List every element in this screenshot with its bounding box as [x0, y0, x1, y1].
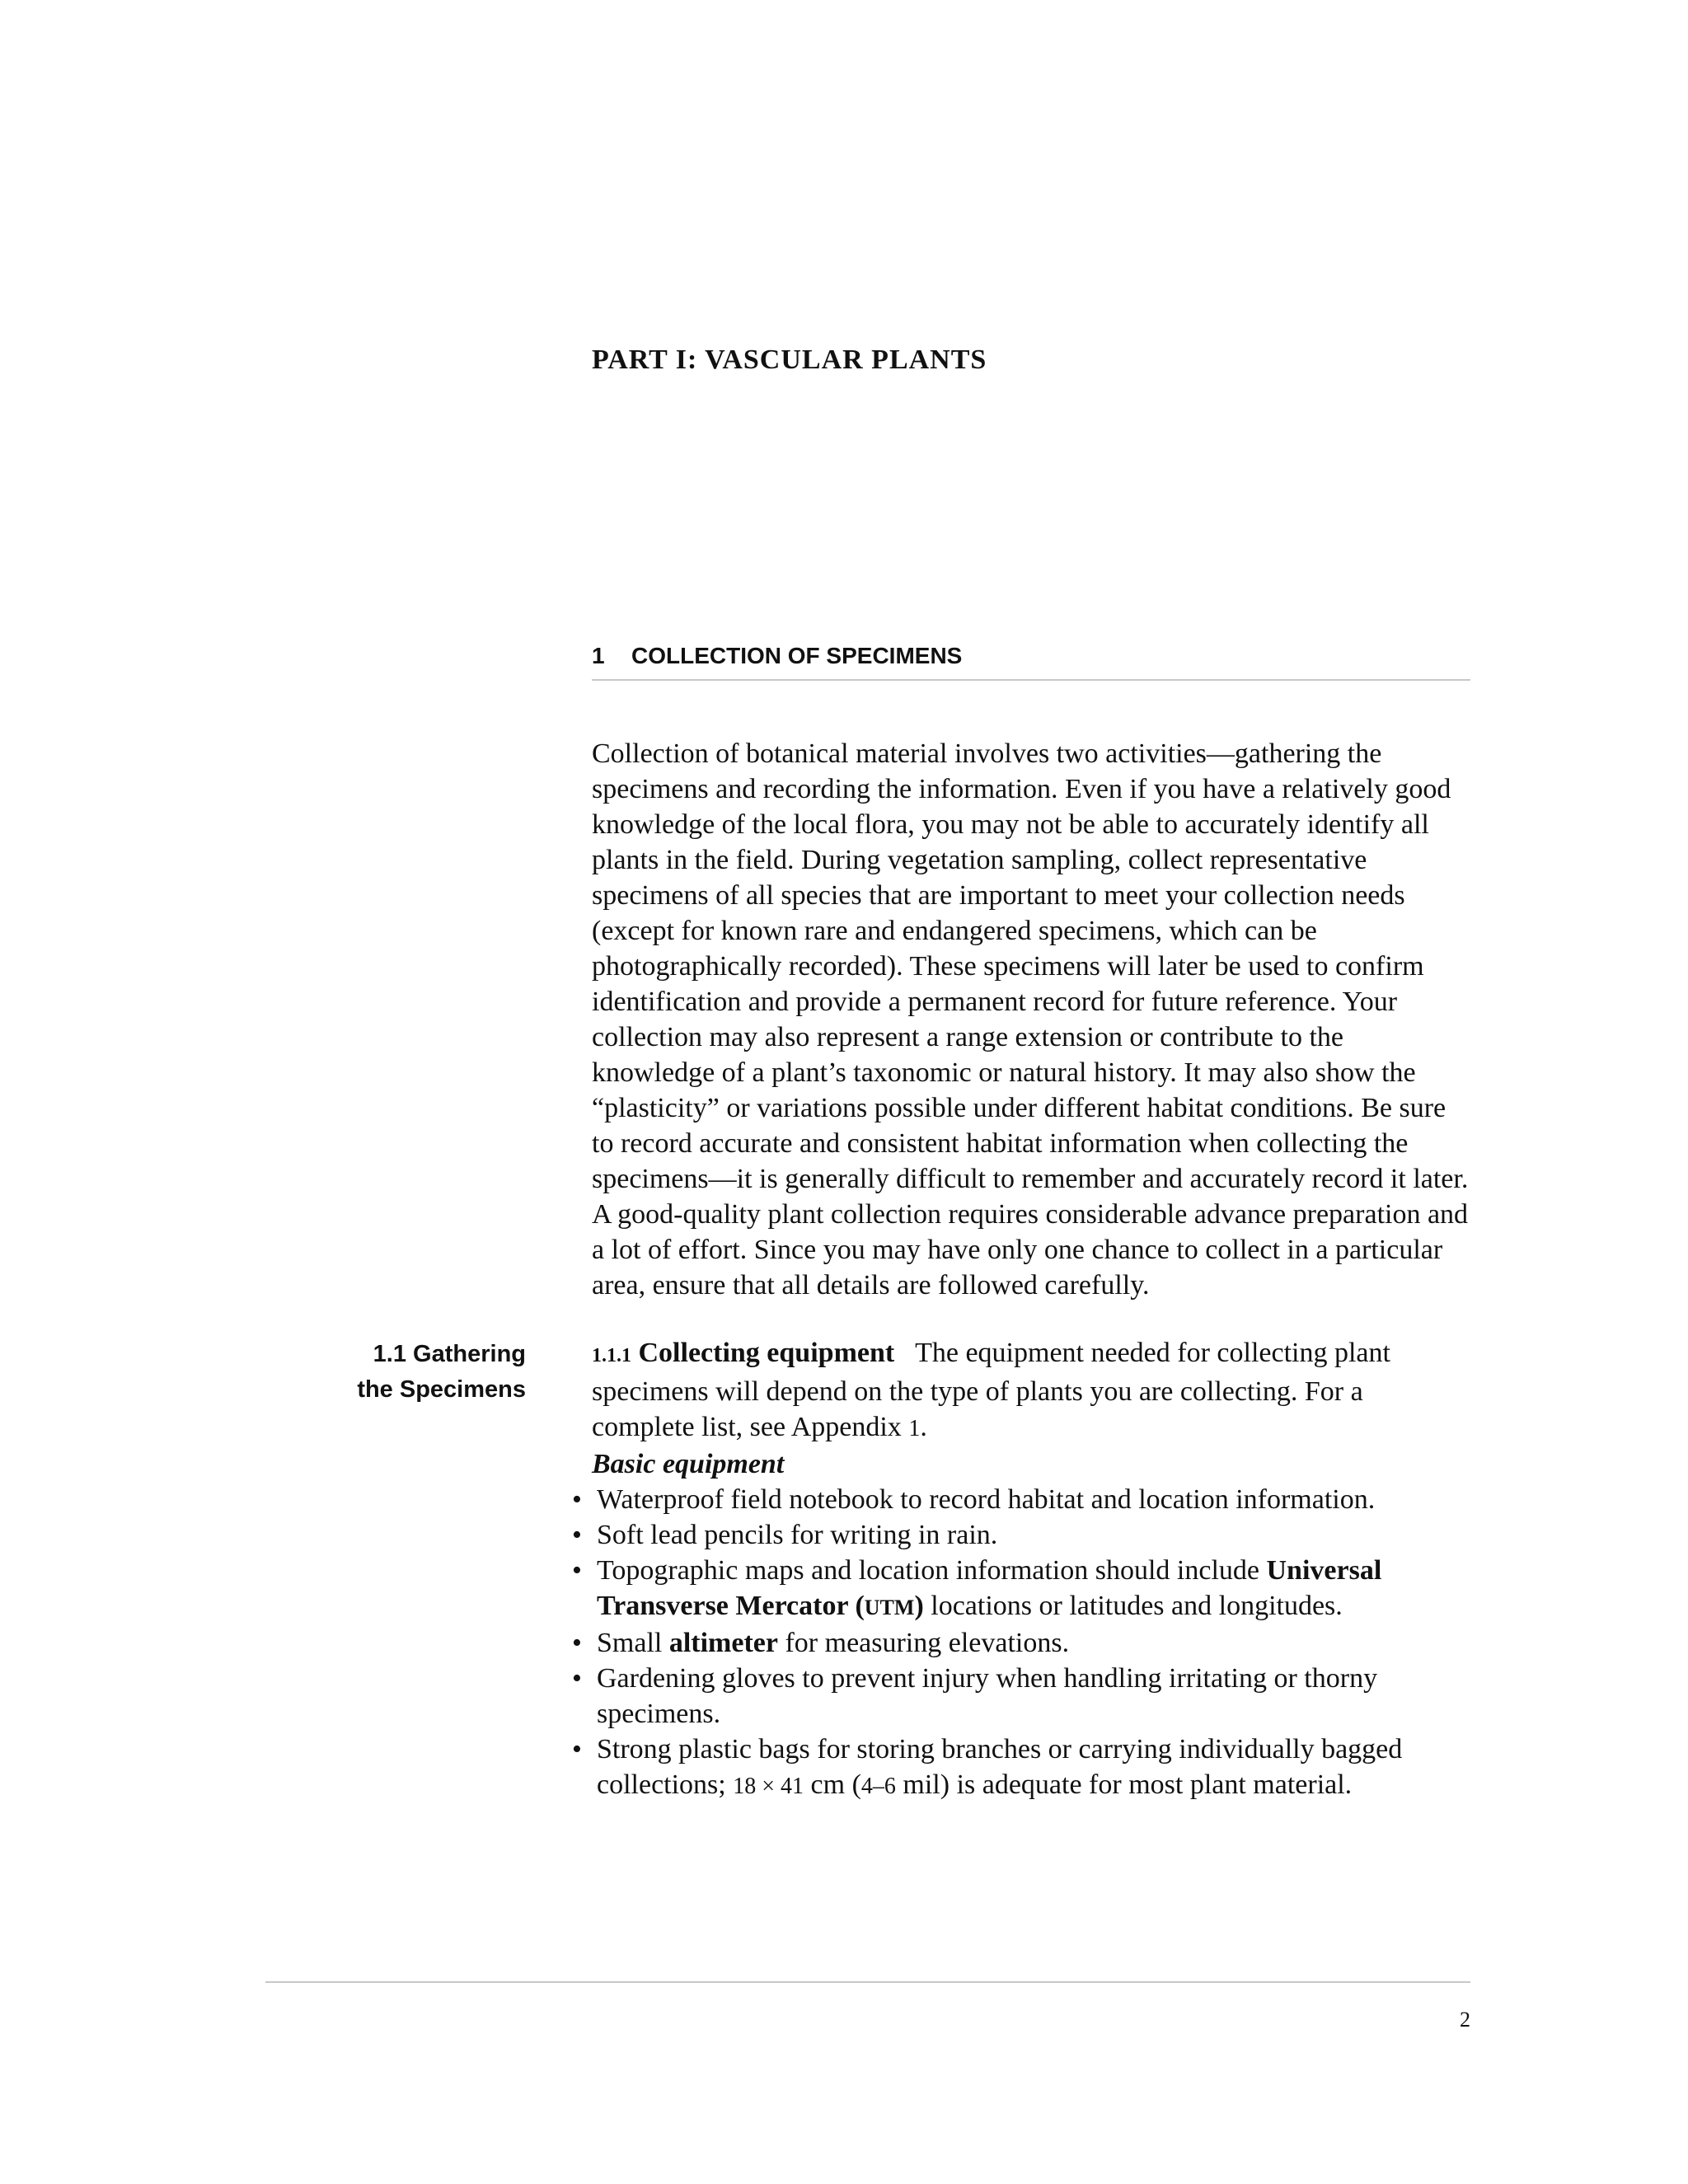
list-item [592, 1553, 1472, 1625]
chapter-number: 1 [592, 643, 605, 668]
footer-divider [265, 1981, 1470, 1983]
side-heading-line2: the Specimens [357, 1376, 526, 1403]
list-item [592, 1625, 1472, 1661]
list-item-text: cm ( [810, 1769, 861, 1800]
subsection-title: Collecting equipment [638, 1338, 895, 1368]
intro-paragraph: Collection of botanical material involves two activities—gathering the specimens and recording the information. Even if you have a relatively good knowledge of the local flora, you may not be able to accurately identify all plants in the field. During vegetation sampling, collect representative specimens of all species that are important to meet your collection needs (except for known rare and endangered specimens, which can be photographically recorded). These specimens will later be used to confirm identification and provide a permanent record for future reference. Your collection may also represent a range extension or contribute to the knowledge of a plant’s taxonomic or natural history. It may also show the “plasticity” or variations possible under different habitat conditions. Be sure to record accurate and consistent habitat information when collecting the specimens—it is generally difficult to remember and accurately record it later. A good-quality plant collection requires considerable advance preparation and a lot of effort. Since you may have only one chance to collect in a particular area, ensure that all details are followed carefully. [592, 738, 1469, 1301]
appendix-number: 1 [908, 1416, 921, 1441]
list-item-text: Soft lead pencils for writing in rain. [597, 1520, 998, 1550]
subsection-body-end: . [920, 1412, 927, 1442]
basic-equipment-label: Basic equipment [592, 1449, 785, 1479]
list-item-text: for measuring elevations. [785, 1628, 1070, 1658]
list-item-text: Topographic maps and location information should include [597, 1555, 1259, 1586]
side-heading-line1: 1.1 Gathering [373, 1341, 526, 1367]
chapter-title: COLLECTION OF SPECIMENS [631, 643, 963, 668]
list-item-text: Gardening gloves to prevent injury when handling irritating or thorny specimens. [597, 1663, 1378, 1729]
side-heading [313, 1337, 526, 1408]
utm-term: Universal Transverse Mercator ( [597, 1555, 1382, 1621]
list-item-text: Strong plastic bags for storing branches or carrying individually bagged collections; [597, 1734, 1403, 1800]
bag-thickness: 4–6 [860, 1774, 896, 1799]
list-item [592, 1661, 1472, 1732]
bag-dimensions: 18 × 41 [733, 1774, 804, 1799]
subsection-number: 1.1.1 [592, 1345, 631, 1366]
equipment-list [592, 1482, 1472, 1804]
subsection-paragraph [592, 1335, 1472, 1446]
section-collecting-equipment [592, 1335, 1472, 1804]
utm-term-end: ) [914, 1591, 924, 1621]
list-item [592, 1517, 1472, 1553]
utm-abbr: UTM [864, 1596, 915, 1619]
chapter-divider [592, 679, 1470, 681]
chapter-heading [592, 643, 1470, 669]
list-item-text: Waterproof field notebook to record habitat and location information. [597, 1484, 1376, 1515]
subsection-body: The equipment needed for collecting plant specimens will depend on the type of plants you are collecting. For a complete list, see Appendix [592, 1338, 1390, 1442]
list-item-text: mil) is adequate for most plant material. [903, 1769, 1353, 1800]
altimeter-term: altimeter [668, 1628, 778, 1658]
list-item-text: locations or latitudes and longitudes. [931, 1591, 1343, 1621]
list-item [592, 1482, 1472, 1517]
list-item-text: Small [597, 1628, 663, 1658]
part-title: PART I: VASCULAR PLANTS [592, 344, 987, 375]
list-item [592, 1732, 1472, 1804]
page-number: 2 [1460, 2008, 1470, 2032]
